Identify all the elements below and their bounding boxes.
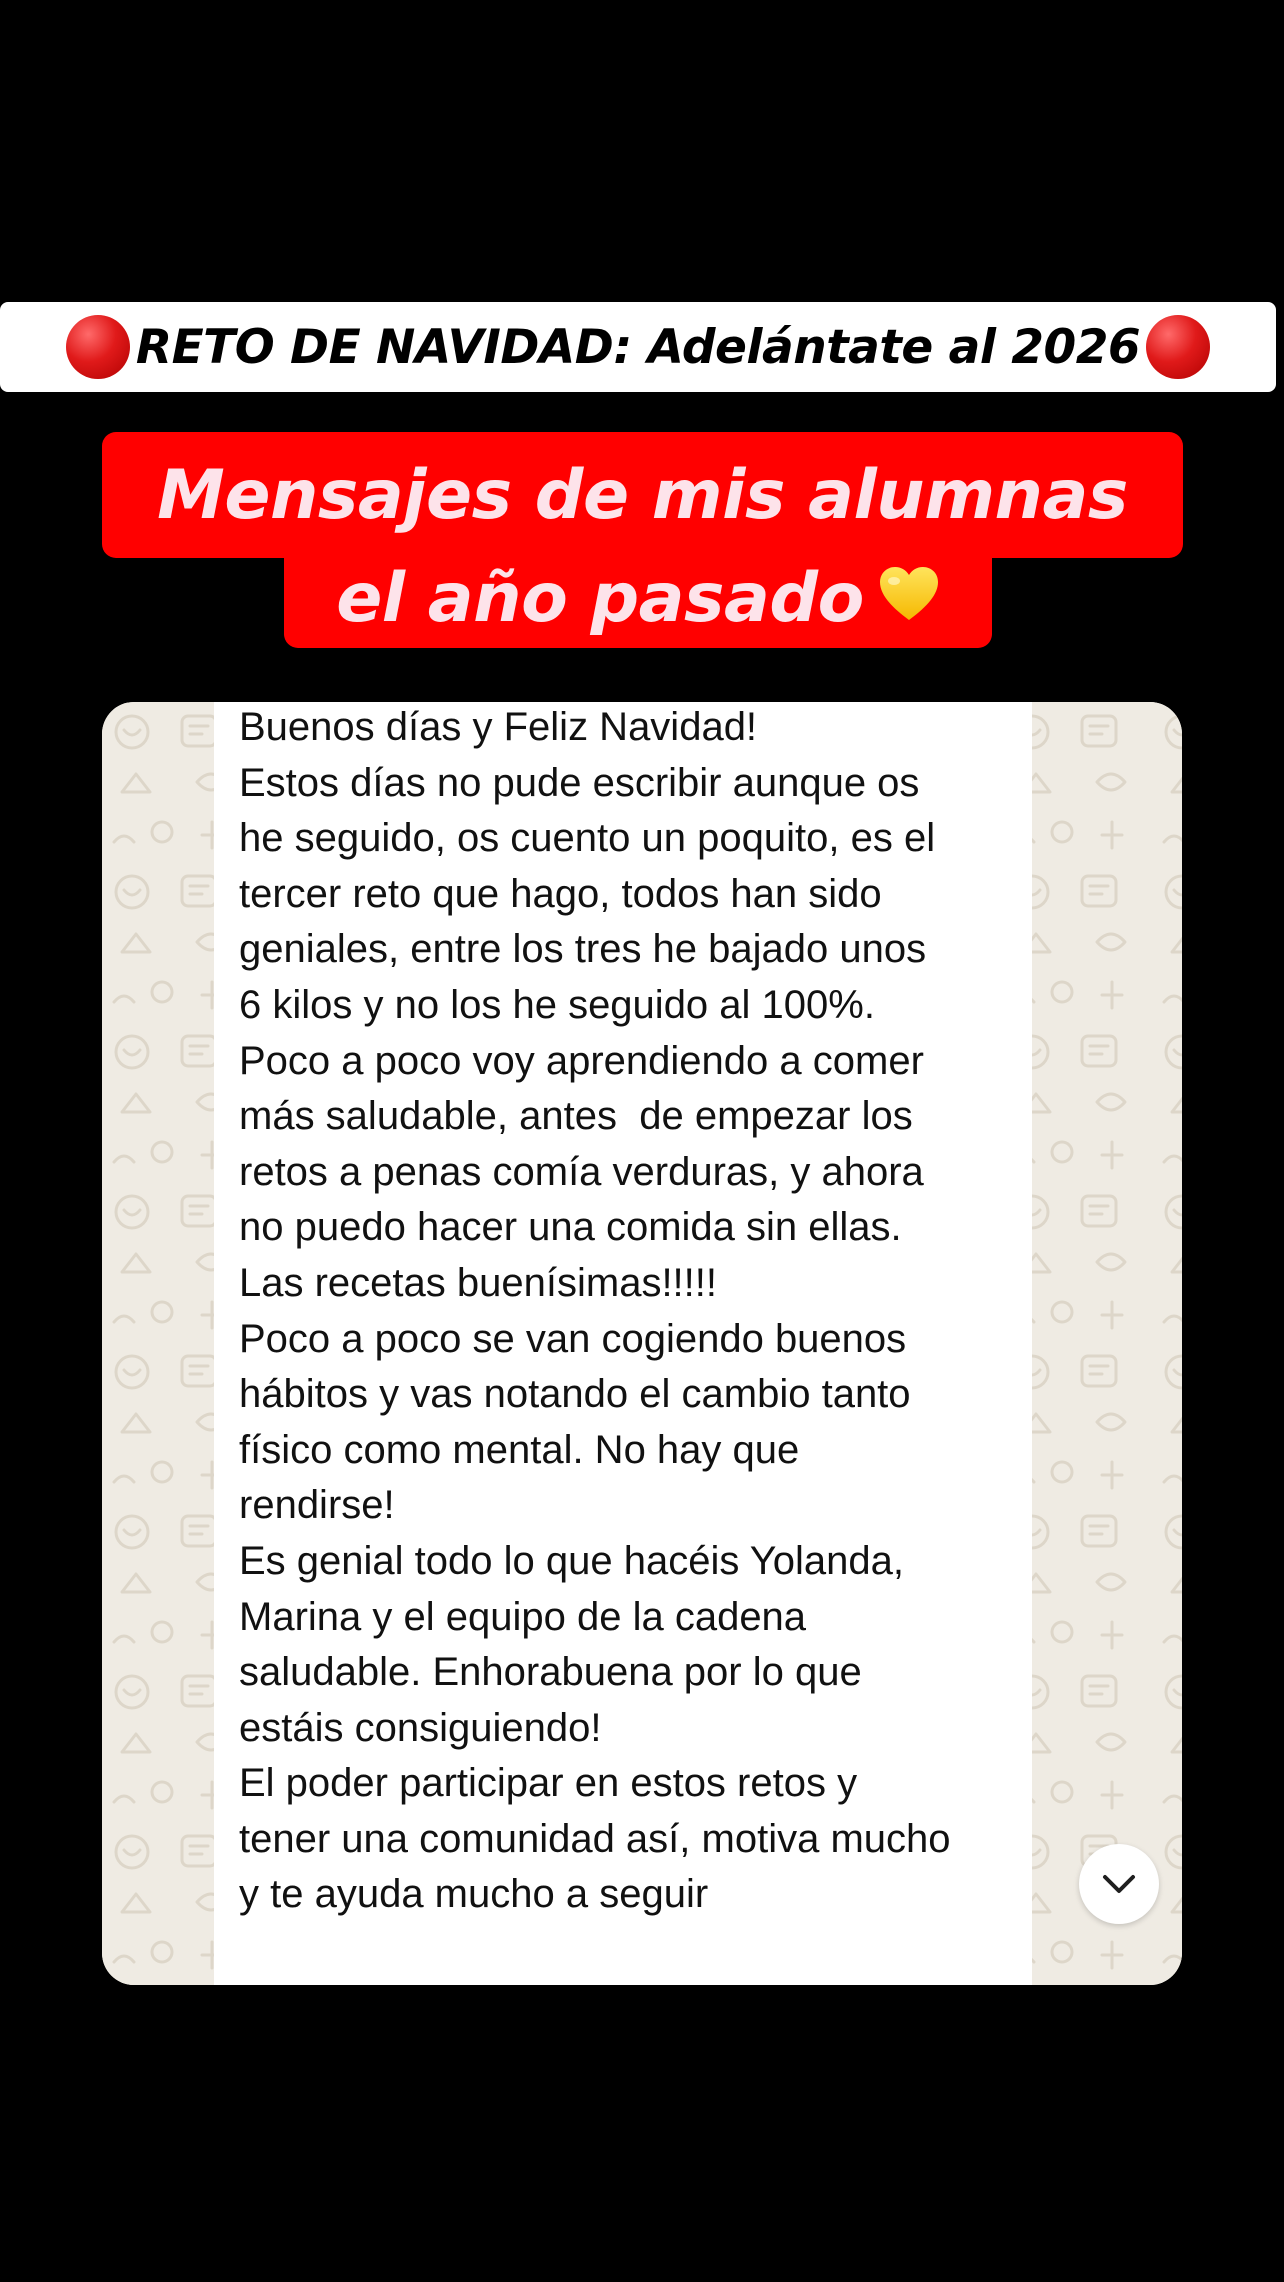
headline-line-1	[102, 432, 1183, 558]
title-banner	[0, 302, 1276, 392]
chevron-down-icon	[1101, 1873, 1137, 1895]
message-bubble	[214, 702, 1032, 1985]
red-circle-icon	[66, 315, 130, 379]
headline-line-2	[284, 548, 992, 648]
scroll-down-button[interactable]	[1079, 1844, 1159, 1924]
chat-screenshot	[102, 702, 1182, 1985]
headline-text-1: Mensajes de mis alumnas	[157, 455, 1128, 535]
headline-text-2: el año pasado	[336, 558, 864, 638]
message-text: Buenos días y Feliz Navidad! Estos días no pude escribir aunque os he seguido, os cuento un poquito, es el tercer reto que hago, todos han sido geniales, entre los tres he bajado unos 6 kilos y no los he seguido al 100%. Poco a poco voy aprendiendo a comer más saludable, antes de empezar los retos a penas comía verduras, y ahora no puedo hacer una comida sin ellas. Las recetas buenísimas!!!!! Poco a poco se van cogiendo buenos hábitos y vas notando el cambio tanto físico como mental. No hay que rendirse! Es genial todo lo que hacéis Yolanda, Marina y el equipo de la cadena saludable. Enhorabuena por lo que estáis consiguiendo! El poder participar en estos retos y tener una comunidad así, motiva mucho y te ayuda mucho a seguir	[239, 705, 951, 1917]
red-circle-icon	[1146, 315, 1210, 379]
yellow-heart-icon	[878, 566, 940, 622]
banner-title: RETO DE NAVIDAD: Adelántate al 2026	[135, 319, 1141, 375]
